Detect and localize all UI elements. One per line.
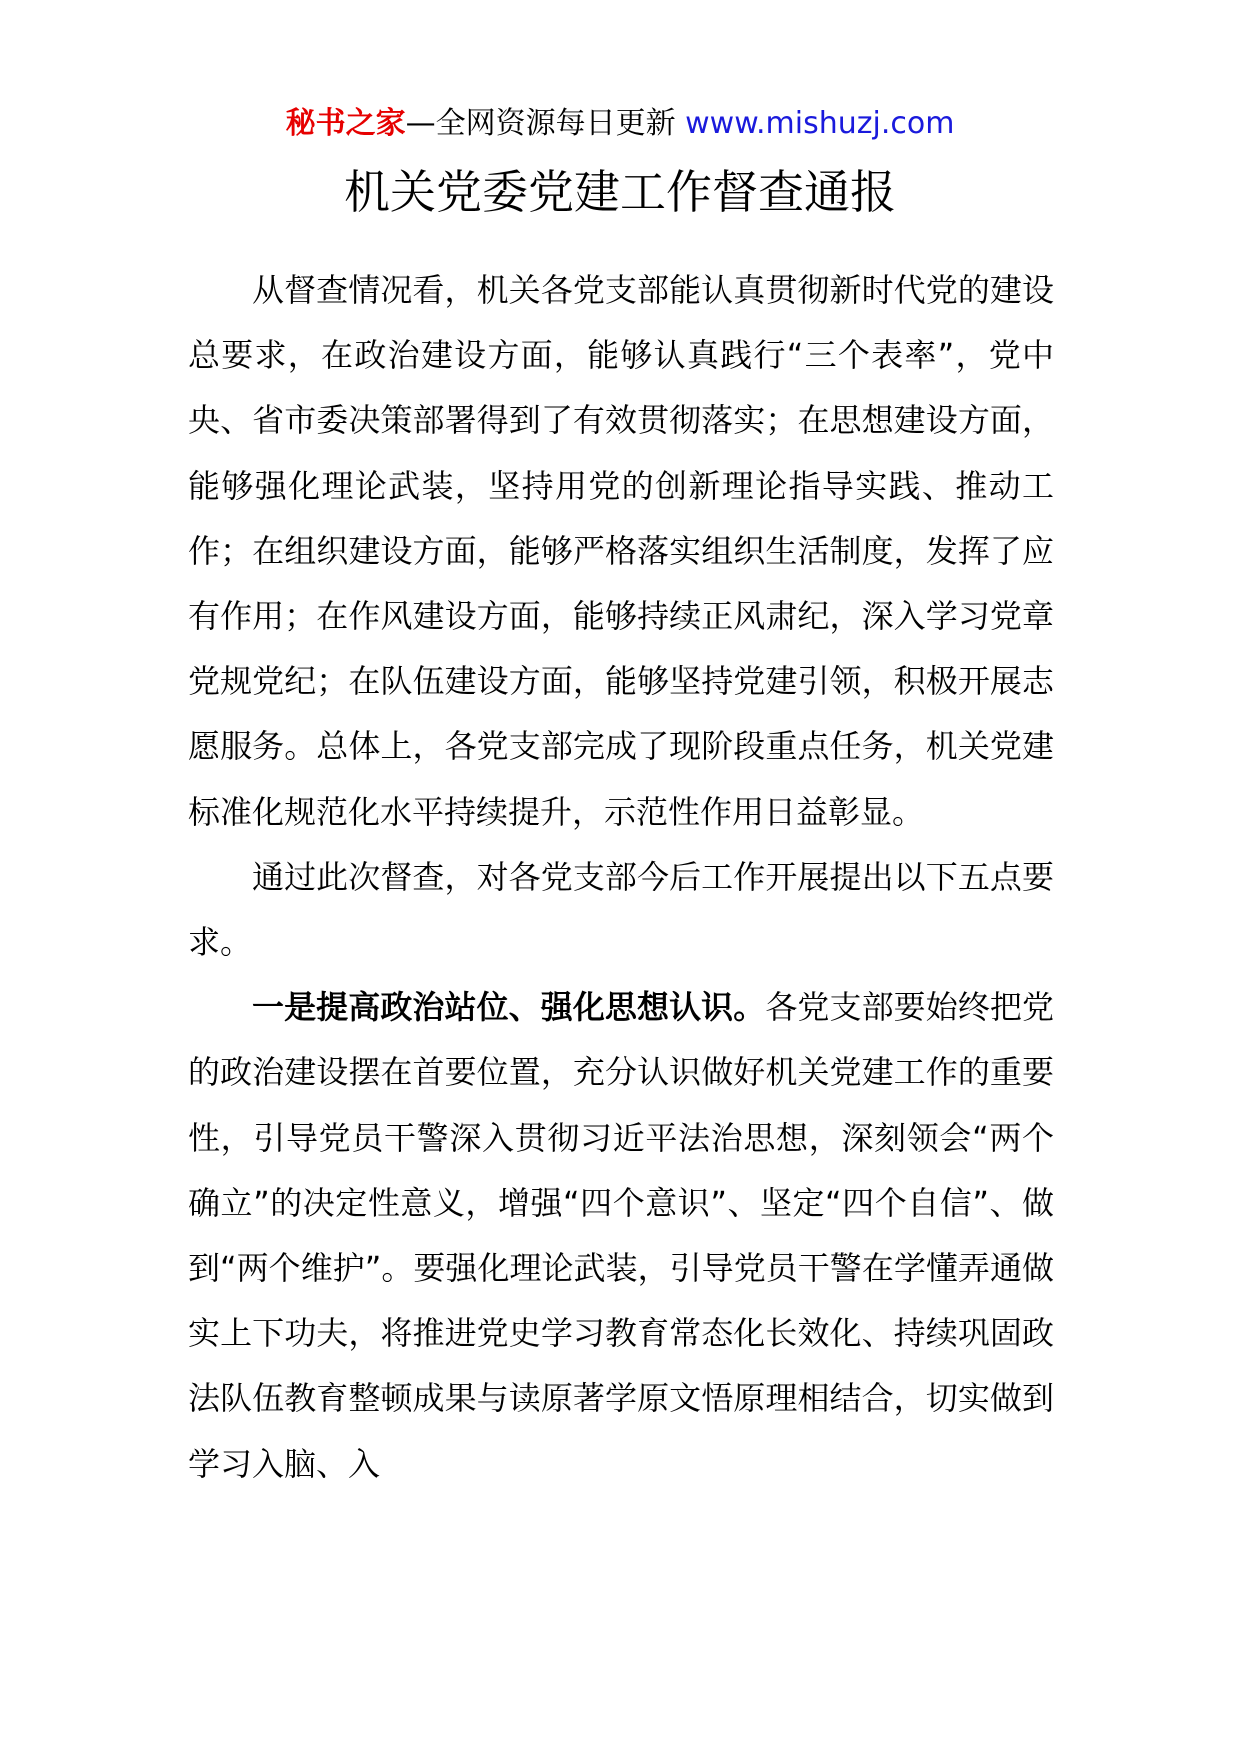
site-url-link[interactable]: www.mishuzj.com — [685, 106, 955, 141]
paragraph-requirement-one — [188, 975, 1054, 1497]
paragraph-text: 各党支部要始终把党的政治建设摆在首要位置，充分认识做好机关党建工作的重要性，引导党员干警深入贯彻习近平法治思想，深刻领会“两个确立”的决定性意义，增强“四个意识”、坚定“四个自信”、做到“两个维护”。要强化理论武装，引导党员干警在学懂弄通做实上下功夫，将推进党史学习教育常态化长效化、持续巩固政法队伍教育整顿成果与读原著学原文悟原理相结合，切实做到学习入脑、入 — [188, 988, 1054, 1483]
paragraph-requirements-intro — [188, 845, 1054, 975]
site-tagline: —全网资源每日更新 — [405, 106, 686, 141]
paragraph-text: 从督查情况看，机关各党支部能认真贯彻新时代党的建设总要求，在政治建设方面，能够认真践行“三个表率”，党中央、省市委决策部署得到了有效贯彻落实；在思想建设方面，能够强化理论武装，坚持用党的创新理论指导实践、推动工作；在组织建设方面，能够严格落实组织生活制度，发挥了应有作用；在作风建设方面，能够持续正风肃纪，深入学习党章党规党纪；在队伍建设方面，能够坚持党建引领，积极开展志愿服务。总体上，各党支部完成了现阶段重点任务，机关党建标准化规范化水平持续提升，示范性作用日益彰显。 — [188, 271, 1054, 831]
paragraph-lead-heading: 一是提高政治站位、强化思想认识。 — [252, 988, 766, 1027]
paragraph-text: 通过此次督查，对各党支部今后工作开展提出以下五点要求。 — [188, 857, 1054, 962]
site-brand: 秘书之家 — [285, 106, 406, 141]
document-body — [188, 258, 1054, 1497]
site-header — [0, 104, 1240, 144]
paragraph-overview — [188, 258, 1054, 845]
document-title: 机关党委党建工作督查通报 — [344, 165, 896, 219]
